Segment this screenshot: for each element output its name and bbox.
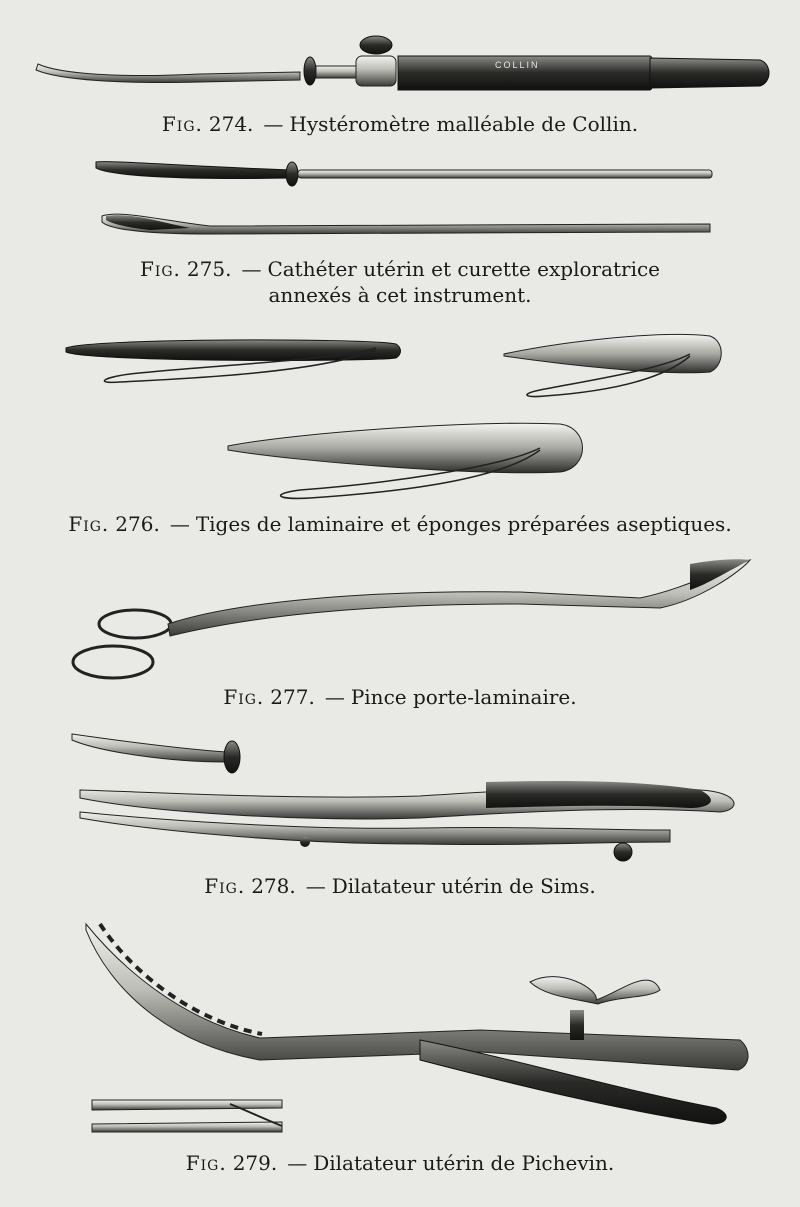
figure-caption: Cathéter utérin et curette exploratrice <box>267 257 661 281</box>
figure-prefix: Fig. <box>223 685 265 709</box>
pichevin-dilator-drawing <box>86 924 748 1132</box>
forceps-drawing <box>73 559 750 678</box>
figure-prefix: Fig. <box>139 257 181 281</box>
figure-number: 276. <box>115 512 160 536</box>
figure-number: 279. <box>232 1151 278 1175</box>
figure-number: 277. <box>270 685 315 709</box>
figure-caption: Hystéromètre malléable de Collin. <box>289 112 639 136</box>
figure-prefix: Fig. <box>68 512 110 536</box>
figure-caption: Pince porte-laminaire. <box>350 685 577 709</box>
figure-caption-line2: annexés à cet instrument. <box>268 283 532 307</box>
figure-274-caption <box>0 111 800 137</box>
figure-275-caption <box>0 256 800 308</box>
figure-dash: — <box>305 874 326 898</box>
figure-dash: — <box>241 257 262 281</box>
figure-number: 275. <box>186 257 232 281</box>
figure-number: 278. <box>251 874 296 898</box>
figure-caption: Tiges de laminaire et éponges préparées aseptiques. <box>195 512 732 536</box>
curette-drawing <box>102 214 710 234</box>
figure-dash: — <box>169 512 190 536</box>
figure-dash: — <box>287 1151 308 1175</box>
figure-caption: Dilatateur utérin de Pichevin. <box>313 1151 615 1175</box>
hysterometer-drawing <box>36 36 769 90</box>
maker-mark: COLLIN <box>495 60 540 70</box>
figure-caption: Dilatateur utérin de Sims. <box>331 874 596 898</box>
laminaria-tents-drawing <box>66 334 721 498</box>
figure-276-caption <box>0 511 800 537</box>
figure-dash: — <box>324 685 345 709</box>
figure-prefix: Fig. <box>204 874 246 898</box>
figure-prefix: Fig. <box>185 1151 227 1175</box>
figure-prefix: Fig. <box>161 112 203 136</box>
figure-277-caption <box>0 684 800 710</box>
figure-dash: — <box>263 112 284 136</box>
catheter-drawing <box>96 162 712 186</box>
figure-279-caption <box>0 1150 800 1176</box>
sims-dilator-drawing <box>72 734 734 861</box>
figure-number: 274. <box>208 112 254 136</box>
figure-278-caption <box>0 873 800 899</box>
